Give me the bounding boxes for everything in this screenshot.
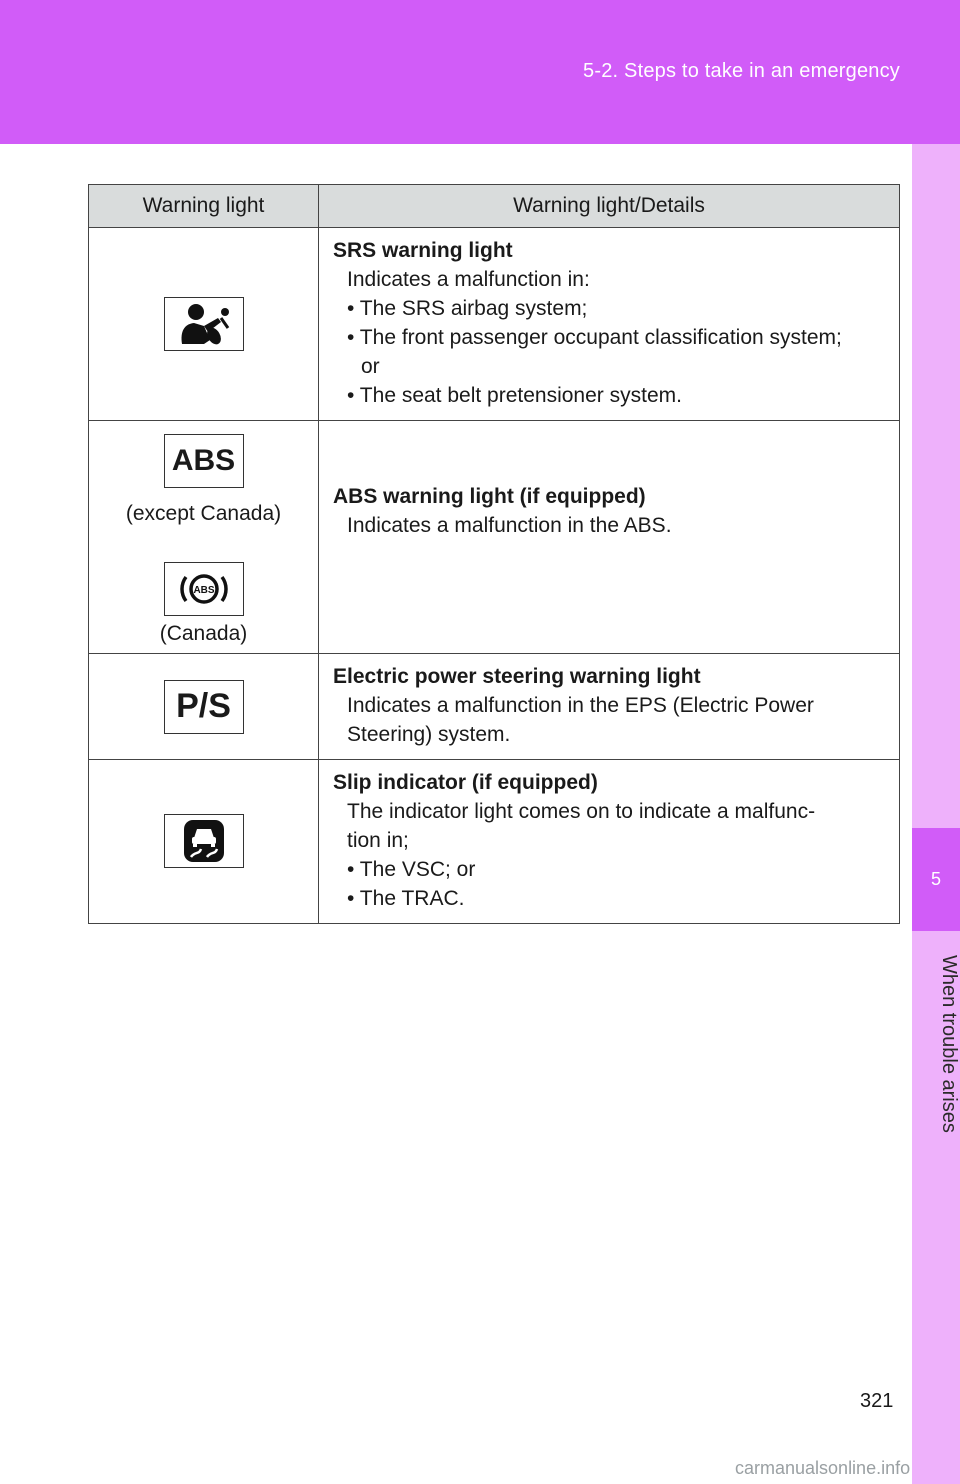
srs-bullet-3: • The seat belt pretensioner system. — [347, 384, 682, 407]
icon-cell — [89, 760, 319, 924]
chapter-tab[interactable]: 5 — [912, 828, 960, 931]
slip-indicator-icon — [164, 814, 244, 868]
slip-line-2: tion in; — [347, 829, 409, 852]
detail-cell — [319, 654, 900, 760]
abs-title: ABS warning light (if equipped) — [333, 485, 646, 508]
eps-line-2: Steering) system. — [347, 723, 511, 746]
eps-line-1: Indicates a malfunction in the EPS (Electric Power — [347, 694, 814, 717]
srs-title: SRS warning light — [333, 239, 513, 262]
table-header-row — [89, 185, 900, 228]
detail-cell — [319, 760, 900, 924]
header-warning-light: Warning light — [89, 185, 319, 228]
icon-cell — [89, 421, 319, 654]
detail-cell — [319, 421, 900, 654]
detail-cell — [319, 228, 900, 421]
table-row — [89, 654, 900, 760]
abs-intro: Indicates a malfunction in the ABS. — [347, 514, 672, 537]
slip-bullet-1: • The VSC; or — [347, 858, 476, 881]
slip-line-1: The indicator light comes on to indicate a malfunc- — [347, 800, 816, 823]
abs-icon — [164, 434, 244, 488]
chapter-title: When trouble arises — [938, 955, 960, 1133]
abs-icon-text: ABS — [171, 444, 236, 477]
warning-light-table — [88, 184, 900, 924]
abs-canada-icon — [164, 562, 244, 616]
srs-bullet-2-cont: or — [361, 355, 380, 378]
table-row — [89, 421, 900, 654]
header-details: Warning light/Details — [319, 185, 900, 228]
watermark: carmanualsonline.info — [735, 1458, 911, 1478]
icon-cell — [89, 654, 319, 760]
icon-cell — [89, 228, 319, 421]
table-row — [89, 760, 900, 924]
table-row — [89, 228, 900, 421]
abs-canada-icon-text: ABS — [192, 585, 215, 596]
page-header-title: 5-2. Steps to take in an emergency — [583, 60, 900, 82]
slip-bullet-2: • The TRAC. — [347, 887, 465, 910]
page-number: 321 — [860, 1390, 894, 1412]
side-strip — [912, 144, 960, 1484]
abs-caption-except-canada: (except Canada) — [125, 502, 282, 525]
slip-title: Slip indicator (if equipped) — [333, 771, 598, 794]
eps-title: Electric power steering warning light — [333, 665, 701, 688]
srs-intro: Indicates a malfunction in: — [347, 268, 590, 291]
srs-airbag-icon — [164, 297, 244, 351]
abs-caption-canada: (Canada) — [159, 622, 248, 645]
power-steering-icon — [164, 680, 244, 734]
power-steering-icon-text: P/S — [176, 687, 231, 725]
srs-bullet-2: • The front passenger occupant classification system; — [347, 326, 842, 349]
srs-bullet-1: • The SRS airbag system; — [347, 297, 588, 320]
